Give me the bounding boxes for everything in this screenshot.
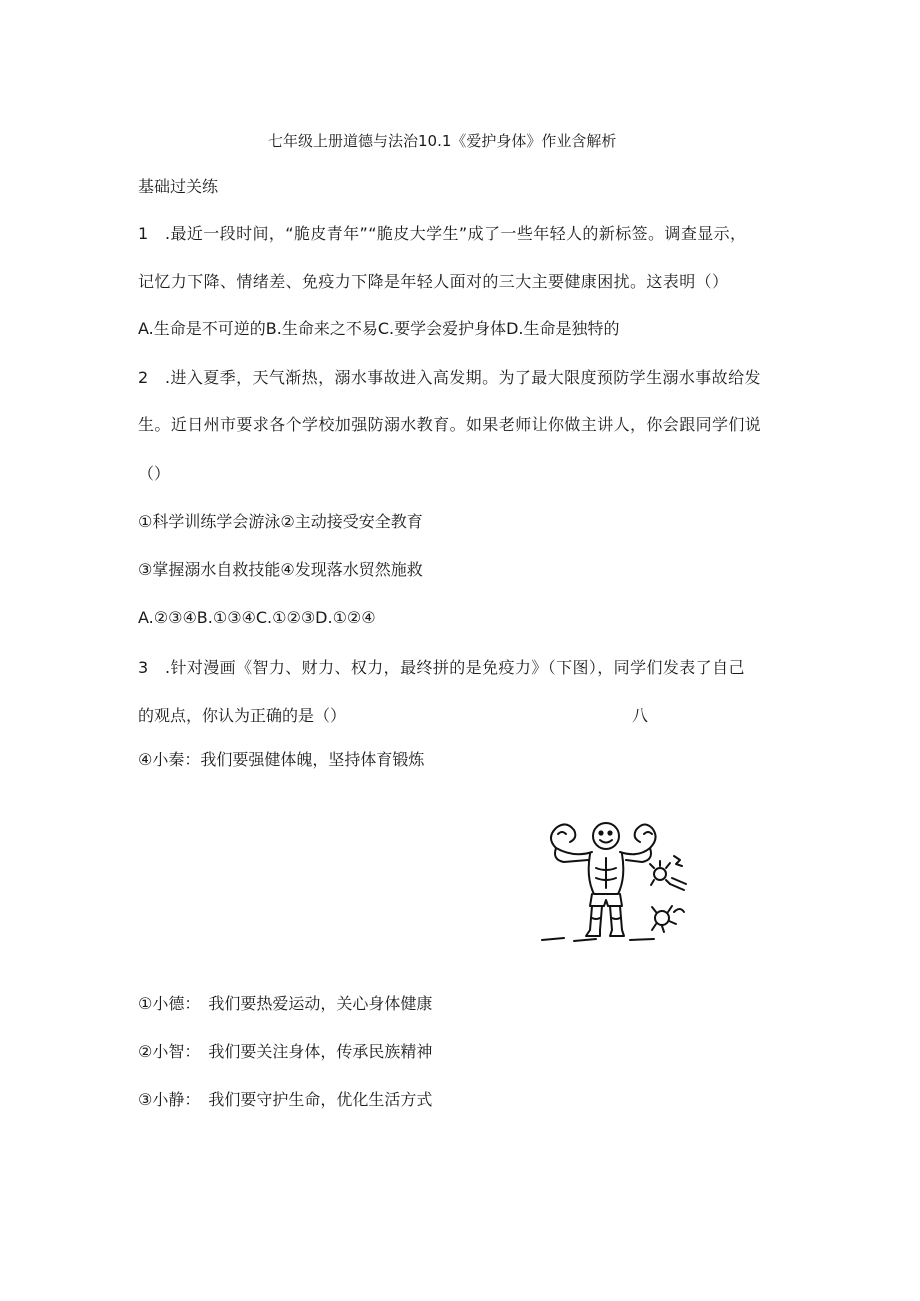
section-heading: 基础过关练 bbox=[138, 177, 219, 196]
q2-line3: （） bbox=[138, 464, 171, 483]
q3-line2: 的观点，你认为正确的是（） bbox=[138, 706, 347, 725]
q2-line1: 2 .进入夏季，天气渐热，溺水事故进入高发期。为了最大限度预防学生溺水事故给发 bbox=[138, 368, 761, 387]
q1-options: A.生命是不可逆的B.生命来之不易C.要学会爱护身体D.生命是独特的 bbox=[138, 319, 620, 338]
q3-line1: 3 .针对漫画《智力、财力、权力，最终拼的是免疫力》（下图），同学们发表了自己 bbox=[138, 658, 745, 677]
q3-item3: ③小静： 我们要守护生命，优化生活方式 bbox=[138, 1090, 433, 1109]
doc-title: 七年级上册道德与法治10.1《爱护身体》作业含解析 bbox=[268, 132, 617, 150]
q2-line2: 生。近日州市要求各个学校加强防溺水教育。如果老师让你做主讲人，你会跟同学们说 bbox=[138, 415, 762, 434]
strongman-cartoon bbox=[534, 808, 700, 950]
q1-line1: 1 .最近一段时间，“脆皮青年”“脆皮大学生”成了一些年轻人的新标签。调查显示， bbox=[138, 224, 747, 243]
q2-options: A.②③④B.①③④C.①②③D.①②④ bbox=[138, 608, 376, 627]
q1-line2: 记忆力下降、情绪差、免疫力下降是年轻人面对的三大主要健康困扰。这表明（） bbox=[138, 272, 729, 291]
q3-item2: ②小智： 我们要关注身体，传承民族精神 bbox=[138, 1042, 433, 1061]
q2-item2: ③掌握溺水自救技能④发现落水贸然施救 bbox=[138, 560, 423, 579]
q2-item1: ①科学训练学会游泳②主动接受安全教育 bbox=[138, 512, 423, 531]
q3-item4: ④小秦：我们要强健体魄，坚持体育锻炼 bbox=[138, 750, 425, 769]
stray-character: 八 bbox=[632, 706, 649, 725]
q3-item1: ①小德： 我们要热爱运动，关心身体健康 bbox=[138, 994, 433, 1013]
